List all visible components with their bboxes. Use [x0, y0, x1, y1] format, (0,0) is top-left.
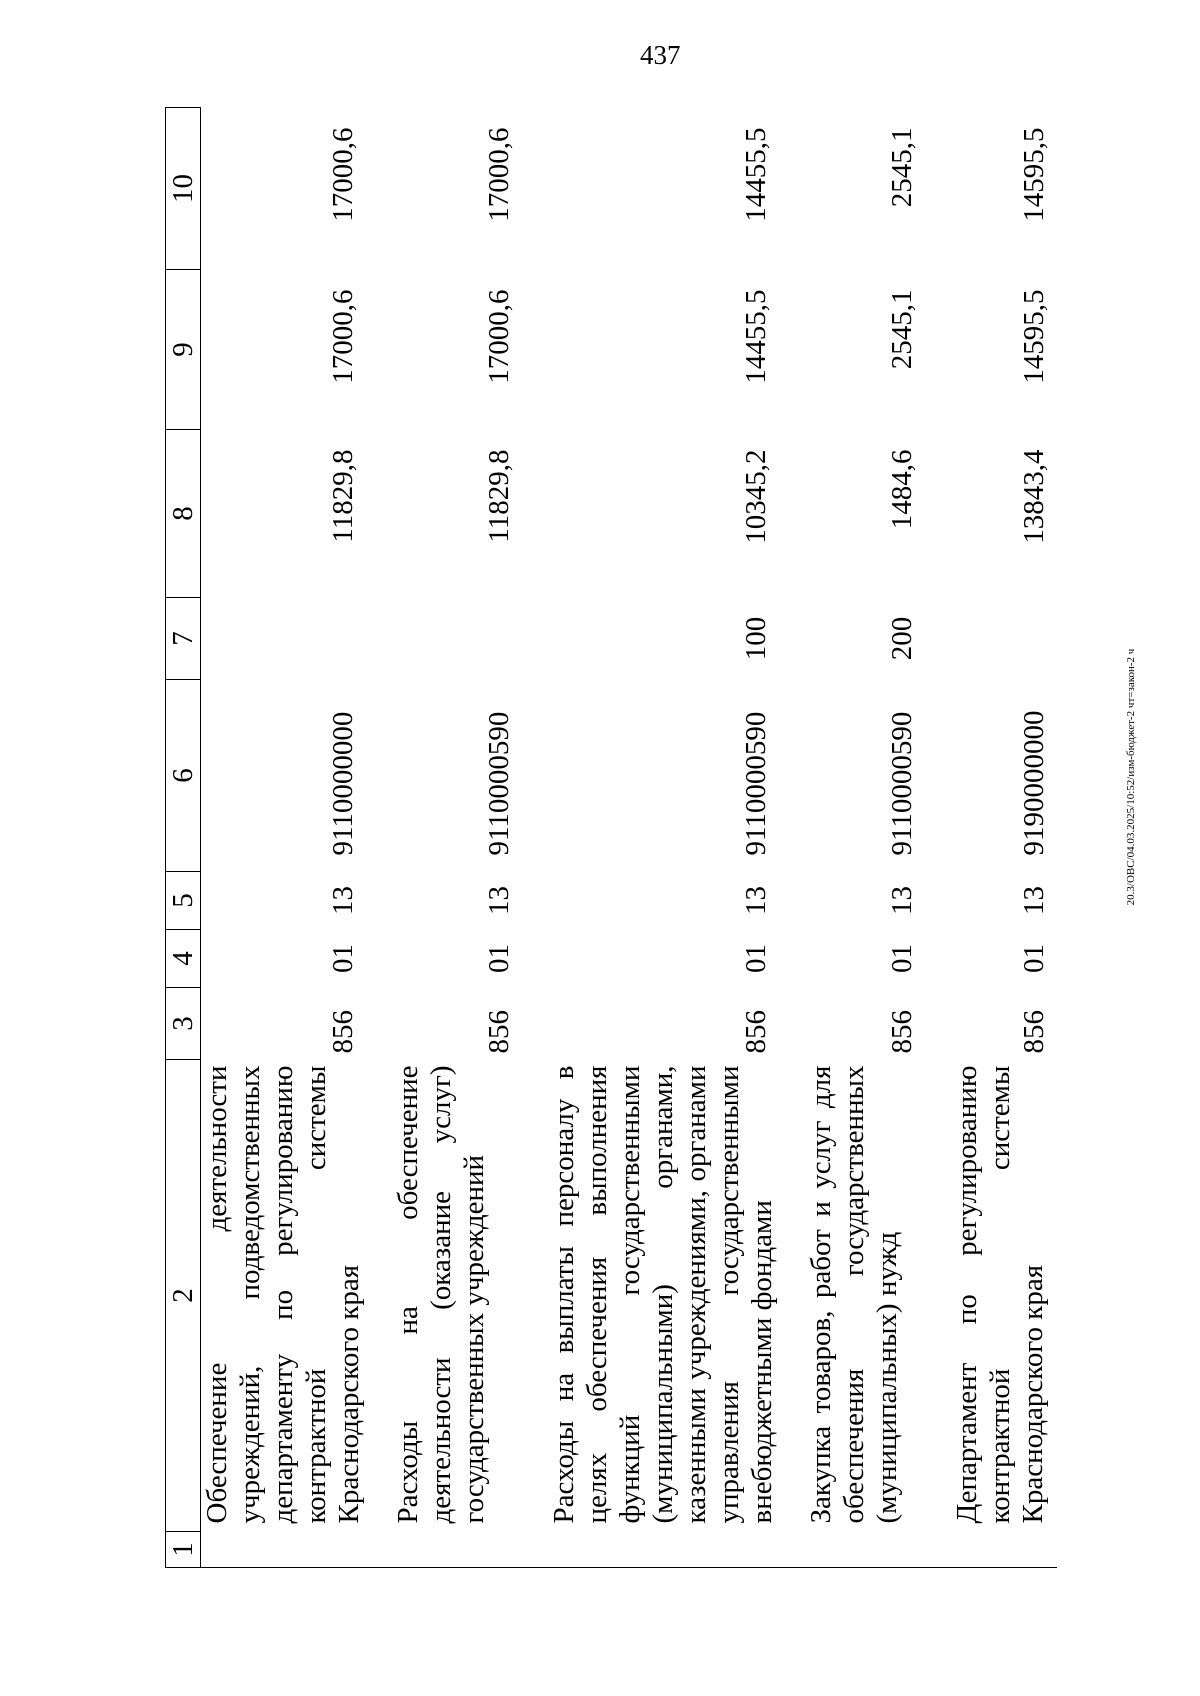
cell-col-10: 14455,5 — [740, 127, 772, 222]
table-row — [392, 108, 522, 1568]
cell-col-9: 14595,5 — [1018, 289, 1050, 384]
header-col-2: 2 — [166, 1060, 201, 1532]
cell-col-7: 200 — [886, 616, 918, 661]
cell-col-3: 856 — [327, 1010, 359, 1054]
cell-col-5: 13 — [740, 886, 772, 915]
header-col-9: 9 — [166, 270, 201, 430]
cell-col-6: 9110000000 — [327, 711, 359, 856]
row-description: Расходы на обеспечение деятельности (оказание услуг) государственных учреждений — [392, 1065, 490, 1524]
cell-col-4: 01 — [740, 944, 772, 973]
table-row — [951, 108, 1057, 1568]
cell-col-8: 1484,6 — [886, 449, 918, 530]
cell-col-6: 9110000590 — [886, 711, 918, 856]
budget-table-rotated — [165, 108, 1075, 1568]
cell-col-4: 01 — [483, 944, 515, 973]
cell-col-7 — [392, 598, 522, 680]
cell-col-9: 2545,1 — [886, 289, 918, 370]
cell-col-9: 14455,5 — [740, 289, 772, 384]
cell-col-3: 856 — [1018, 1010, 1050, 1054]
cell-col-7: 100 — [740, 616, 772, 661]
page-number: 437 — [640, 40, 681, 70]
budget-table — [165, 107, 1057, 1568]
cell-col-7 — [201, 598, 367, 680]
cell-col-5: 13 — [483, 886, 515, 915]
cell-col-5: 13 — [886, 886, 918, 915]
document-code: 20.3/ОВС/04.03.2025/10:52/изм-бюджет-2 чт=закон-2 ч — [1125, 648, 1137, 906]
row-description: Закупка товаров, работ и услуг для обеспечения государственных (муниципальных) нужд — [805, 1065, 903, 1524]
cell-col-8: 10345,2 — [740, 449, 772, 544]
row-description: Департамент по регулированию контрактной системы Краснодарского края — [951, 1065, 1049, 1524]
cell-col-9: 17000,6 — [483, 289, 515, 384]
row-description: Обеспечение деятельности учреждений, подведомственных департаменту по регулированию контрактной системы Краснодарского края — [201, 1065, 365, 1524]
row-description: Расходы на выплаты персоналу в целях обеспечения выполнения функций государственными (муниципальными) органами, казенными учреждениями, органами управления государственными внебюджетными фондами — [548, 1065, 778, 1524]
cell-col-4: 01 — [886, 944, 918, 973]
header-col-5: 5 — [166, 872, 201, 930]
cell-col-9: 17000,6 — [327, 289, 359, 384]
cell-col-3: 856 — [483, 1010, 515, 1054]
cell-col-10: 2545,1 — [886, 127, 918, 208]
cell-col-6: 9190000000 — [1018, 710, 1050, 856]
header-col-8: 8 — [166, 430, 201, 598]
cell-col-7 — [951, 598, 1057, 680]
table-row — [805, 108, 925, 1568]
cell-col-8: 13843,4 — [1018, 449, 1050, 544]
cell-col-10: 17000,6 — [327, 127, 359, 222]
cell-col-6: 9110000590 — [740, 711, 772, 856]
cell-col-5: 13 — [327, 886, 359, 915]
header-col-10: 10 — [166, 108, 201, 270]
table-row — [201, 108, 367, 1568]
table-row — [548, 108, 779, 1568]
cell-col-10: 17000,6 — [483, 127, 515, 222]
header-col-7: 7 — [166, 598, 201, 680]
cell-col-4: 01 — [327, 944, 359, 973]
cell-col-10: 14595,5 — [1018, 127, 1050, 222]
cell-col-4: 01 — [1018, 944, 1050, 973]
cell-col-3: 856 — [740, 1010, 772, 1054]
cell-col-3: 856 — [886, 1010, 918, 1054]
cell-col-8: 11829,8 — [483, 449, 515, 543]
header-col-3: 3 — [166, 988, 201, 1060]
header-col-1: 1 — [166, 1532, 201, 1568]
header-col-4: 4 — [166, 930, 201, 988]
header-row — [166, 108, 201, 1568]
cell-col-6: 9110000590 — [483, 711, 515, 856]
cell-col-5: 13 — [1018, 886, 1050, 915]
cell-col-8: 11829,8 — [327, 449, 359, 543]
header-col-6: 6 — [166, 680, 201, 872]
